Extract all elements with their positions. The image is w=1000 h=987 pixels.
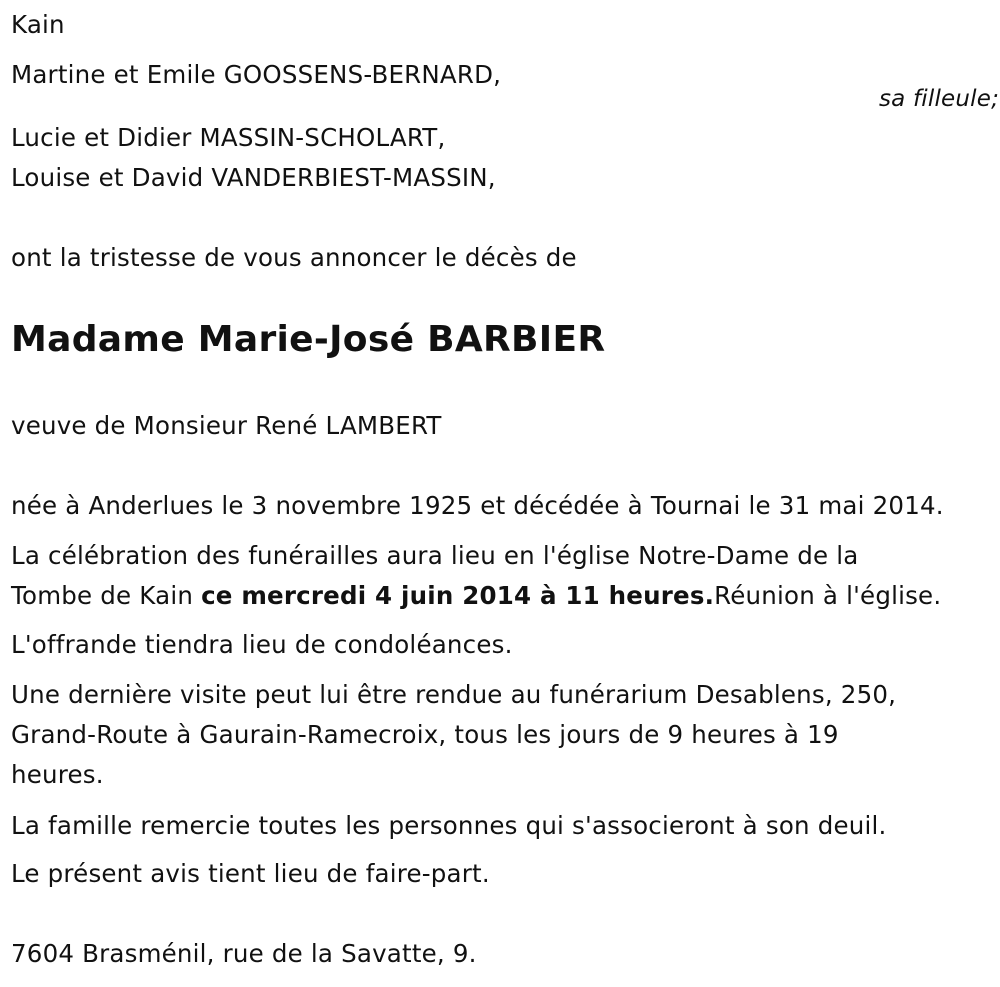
funeral-line-2-suffix: Réunion à l'église. [714,581,942,610]
location-heading: Kain [11,10,65,39]
address-line: 7604 Brasménil, rue de la Savatte, 9. [11,939,477,968]
funeral-line-1: La célébration des funérailles aura lieu en l'église Notre-Dame de la [11,541,859,570]
offering-line: L'offrande tiendra lieu de condoléances. [11,630,513,659]
spouse-line: veuve de Monsieur René LAMBERT [11,411,442,440]
relation-note: sa filleule; [879,86,1000,112]
funeral-line-2 [11,581,941,611]
family-line-1: Martine et Emile GOOSSENS-BERNARD, [11,60,502,89]
funeral-datetime: ce mercredi 4 juin 2014 à 11 heures. [201,581,715,610]
visit-line-3: heures. [11,760,104,789]
notice-line: Le présent avis tient lieu de faire-part. [11,859,490,888]
visit-line-2: Grand-Route à Gaurain-Ramecroix, tous les jours de 9 heures à 19 [11,720,839,749]
funeral-line-2-prefix: Tombe de Kain [11,581,202,610]
family-line-2: Lucie et Didier MASSIN-SCHOLART, [11,123,446,152]
family-line-3: Louise et David VANDERBIEST-MASSIN, [11,163,496,192]
announcement-text: ont la tristesse de vous annoncer le décès de [11,243,577,272]
visit-line-1: Une dernière visite peut lui être rendue au funérarium Desablens, 250, [11,680,897,709]
deceased-name: Madame Marie-José BARBIER [11,319,606,360]
thanks-line: La famille remercie toutes les personnes qui s'associeront à son deuil. [11,811,887,840]
birth-death-dates: née à Anderlues le 3 novembre 1925 et décédée à Tournai le 31 mai 2014. [11,491,944,520]
